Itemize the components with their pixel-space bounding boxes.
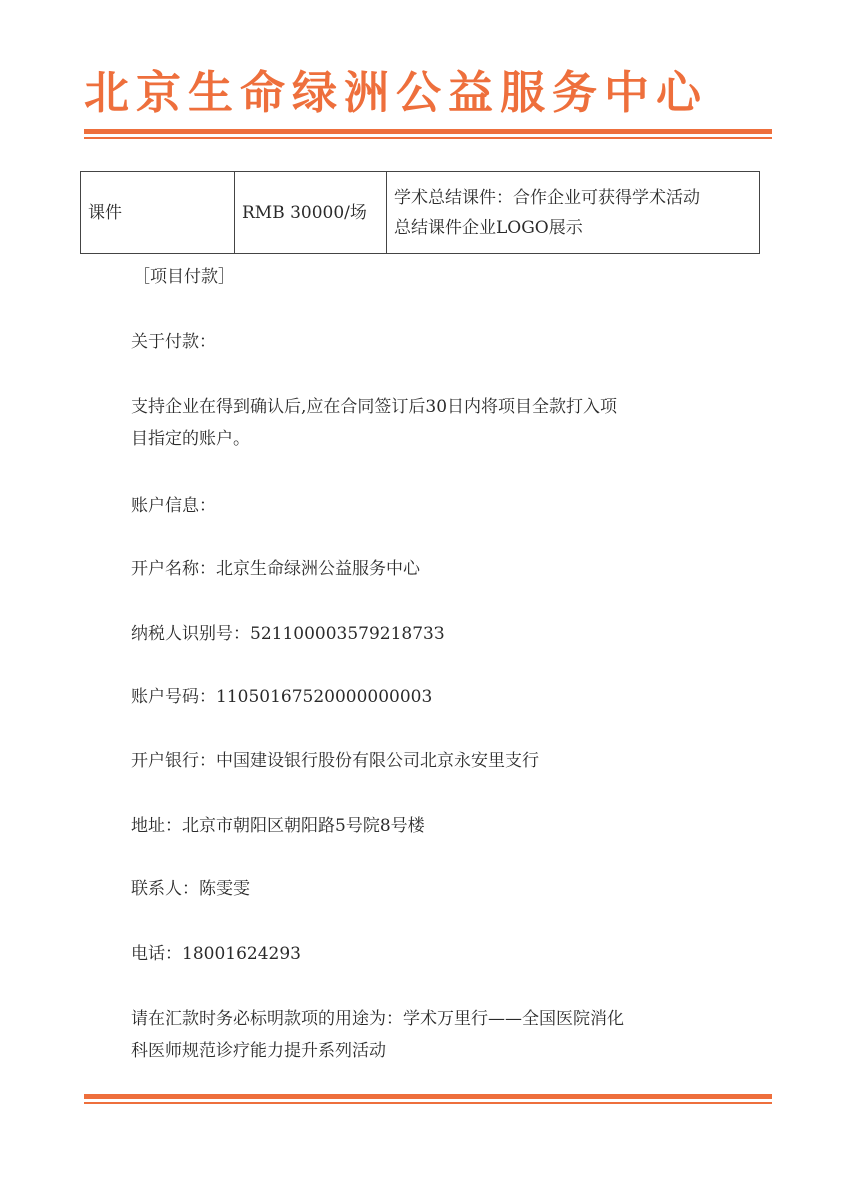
account-info-label: 账户信息： (131, 496, 216, 516)
contact-person: 联系人：陈雯雯 (131, 879, 250, 899)
remittance-note-line: 科医师规范诊疗能力提升系列活动 (131, 1041, 386, 1061)
about-payment-label: 关于付款： (131, 332, 216, 352)
table-row (81, 172, 760, 254)
footer-divider (84, 1094, 772, 1104)
fee-item-cell: 课件 (81, 172, 235, 254)
bank-name: 开户银行：中国建设银行股份有限公司北京永安里支行 (131, 751, 539, 771)
fee-description-cell (387, 172, 760, 254)
section-heading-payment: ［项目付款］ (133, 267, 235, 287)
fee-price-cell: RMB 30000/场 (235, 172, 387, 254)
account-name: 开户名称：北京生命绿洲公益服务中心 (131, 559, 420, 579)
taxpayer-id: 纳税人识别号：52110000357921873З (131, 624, 445, 644)
payment-instruction-line: 目指定的账户。 (131, 429, 250, 449)
phone-number: 电话：18001624293 (131, 944, 301, 964)
remittance-note-line: 请在汇款时务必标明款项的用途为：学术万里行——全国医院消化 (131, 1009, 624, 1029)
payment-instruction-line: 支持企业在得到确认后,应在合同签订后30日内将项目全款打入项 (131, 397, 618, 417)
fee-description-line: 学术总结课件：合作企业可获得学术活动 (394, 187, 700, 208)
account-number: 账户号码：11050167520000000003 (131, 687, 433, 707)
fee-table (80, 171, 760, 254)
org-letterhead-title: 北京生命绿洲公益服务中心 (84, 66, 709, 119)
letterhead-divider (84, 129, 772, 139)
fee-description-line: 总结课件企业LOGO展示 (394, 217, 583, 238)
address: 地址：北京市朝阳区朝阳路5号院8号楼 (131, 816, 425, 836)
